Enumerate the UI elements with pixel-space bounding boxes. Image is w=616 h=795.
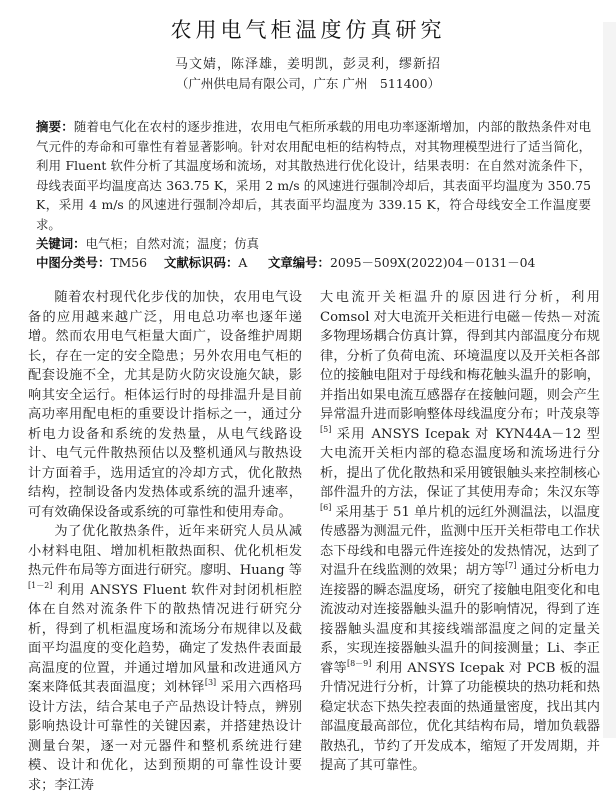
body-column-left: [28, 288, 302, 795]
paragraph-related-work: [28, 522, 302, 795]
citation[interactable]: [8－9]: [346, 658, 372, 668]
paper-title: 农用电气柜温度仿真研究: [170, 18, 446, 42]
citation[interactable]: [1－2]: [28, 580, 53, 590]
text-segment: 采用六西格玛设计方法，结合某电子产品热设计特点，辨别影响热设计可靠性的关键因素，并搭建热设计测量台架，逐一对元器件和整机系统进行建模、设计和优化，达到预期的可靠性设计要求；李江涛: [28, 680, 302, 793]
clc-label: 中图分类号：: [36, 255, 111, 270]
doc-code-value: A: [238, 255, 248, 270]
page-edge-shadow: [603, 22, 616, 738]
keywords-label: 关键词：: [36, 236, 86, 251]
text-segment: 利用 ANSYS Icepak 对 PCB 板的温升情况进行分析，计算了功能模块的热功耗和热稳定状态下热失控表面的热通量密度，找出其内部温度最高部位，优化其结构布局，增加负载器散热孔，节约了开发成本，缩短了开发周期，并提高了其可靠性。: [320, 660, 600, 773]
clc-number: [36, 253, 164, 271]
paragraph-intro: 随着农村现代化步伐的加快，农用电气设备的应用越来越广泛，用电总功率也逐年递增。然而农用电气柜量大面广，设备维护周期长，存在一定的安全隐患；另外农用电气柜的配套设施不全，尤其是防火防灾设施欠缺，影响其安全运行。柜体运行时的母排温升是目前高功率用配电柜的重要设计指标之一，通过分析电力设备和系统的发热量，从电气线路设计、电气元件散热预估以及整机通风与散热设计方面着手，选用适宜的冷却方式，优化散热结构，控制设备内发热体或系统的温升速率，可有效确保设备或系统的可靠性和使用寿命。: [28, 290, 302, 520]
paragraph-continued: [320, 288, 600, 776]
citation[interactable]: [7]: [505, 561, 517, 570]
citation[interactable]: [5]: [320, 424, 332, 434]
article-no-value: 2095－509X(2022)04－0131－04: [329, 255, 536, 270]
citation[interactable]: [3]: [204, 678, 217, 687]
author-list: 马文婧，陈泽雄，姜明凯，彭灵利，缪新招: [174, 57, 441, 72]
text-segment: 大电流开关柜温升的原因进行分析，利用 Comsol 对大电流开关柜进行电磁－传热－对流多物理场耦合仿真计算，得到其内部温度分布规律，分析了负荷电流、环境温度以及开关柜各部位的接触电阻对于母线和梅花触头温升的影响，并指出如果电流互感器存在接触问题，则会产生异常温升进而影响整体母线温度分布；叶茂泉等: [320, 290, 600, 422]
doc-code-label: 文献标识码：: [164, 255, 239, 270]
text-segment: 通过分析电力连接器的瞬态温度场，研究了接触电阻变化和电流波动对连接器触头温升的影响情况，得到了连接器触头温度和其接线端部温度之间的定量关系，实现连接器触头温升的间接测量；Li、李正睿等: [320, 563, 600, 676]
text-segment: 为了优化散热条件，近年来研究人员从减小材料电阻、增加机柜散热面积、优化机柜发热元件布局等方面进行研究。廖明、Huang 等: [28, 524, 302, 578]
text-segment: 采用基于 51 单片机的远红外测温法，以温度传感器为测温元件，监测中压开关柜带电工作状态下母线和电器元件连接处的发热情况，达到了对温升在线监测的效果；胡方等: [320, 504, 600, 578]
abstract-label: 摘要：: [36, 119, 74, 134]
text-segment: 利用 ANSYS Fluent 软件对封闭机柜腔体在自然对流条件下的散热情况进行研究分析，得到了机柜温度场和流场分布规律以及截面平均温度的变化趋势，确定了发热件表面最高温度的位置，并通过增加风量和改进通风方案来降低其表面温度；刘林铎: [28, 582, 302, 695]
article-no-label: 文章编号：: [268, 255, 330, 270]
keywords-text: 电气柜；自然对流；温度；仿真: [85, 236, 260, 251]
text-segment: 采用 ANSYS Icepak 对 KYN44A－12 型大电流开关柜内部的稳态温度场和流场进行分析，提出了优化散热和采用镀银触头来控制核心部件温升的方法，保证了其使用寿命；朱汉东等: [320, 426, 600, 500]
article-number: [268, 253, 535, 271]
classification-line: [36, 253, 596, 271]
keywords: [36, 234, 259, 252]
clc-value: TM56: [110, 255, 148, 270]
abstract-text: 随着电气化在农村的逐步推进，农用电气柜所承载的用电功率逐渐增加，内部的散热条件对电气元件的寿命和可靠性有着显著影响。针对农用配电柜的结构特点，对其物理模型进行了适当简化，利用 Fluent 软件分析了其温度场和流场，对其散热进行优化设计，结果表明：在自然对流条件下，母线表面平均温度高达 363.75 K，采用 2 m/s 的风速进行强制冷却后，其表面平均温度为 350.75 K，采用 4 m/s 的风速进行强制冷却后，其表面平均温度为 339.15 K，符合母线安全工作温度要求。: [36, 119, 592, 232]
document-code: [164, 253, 268, 271]
affiliation: （广州供电局有限公司，广东 广州 511400）: [175, 76, 441, 91]
body-column-right: [320, 288, 600, 776]
abstract: [36, 117, 591, 234]
citation[interactable]: [6]: [320, 502, 332, 512]
